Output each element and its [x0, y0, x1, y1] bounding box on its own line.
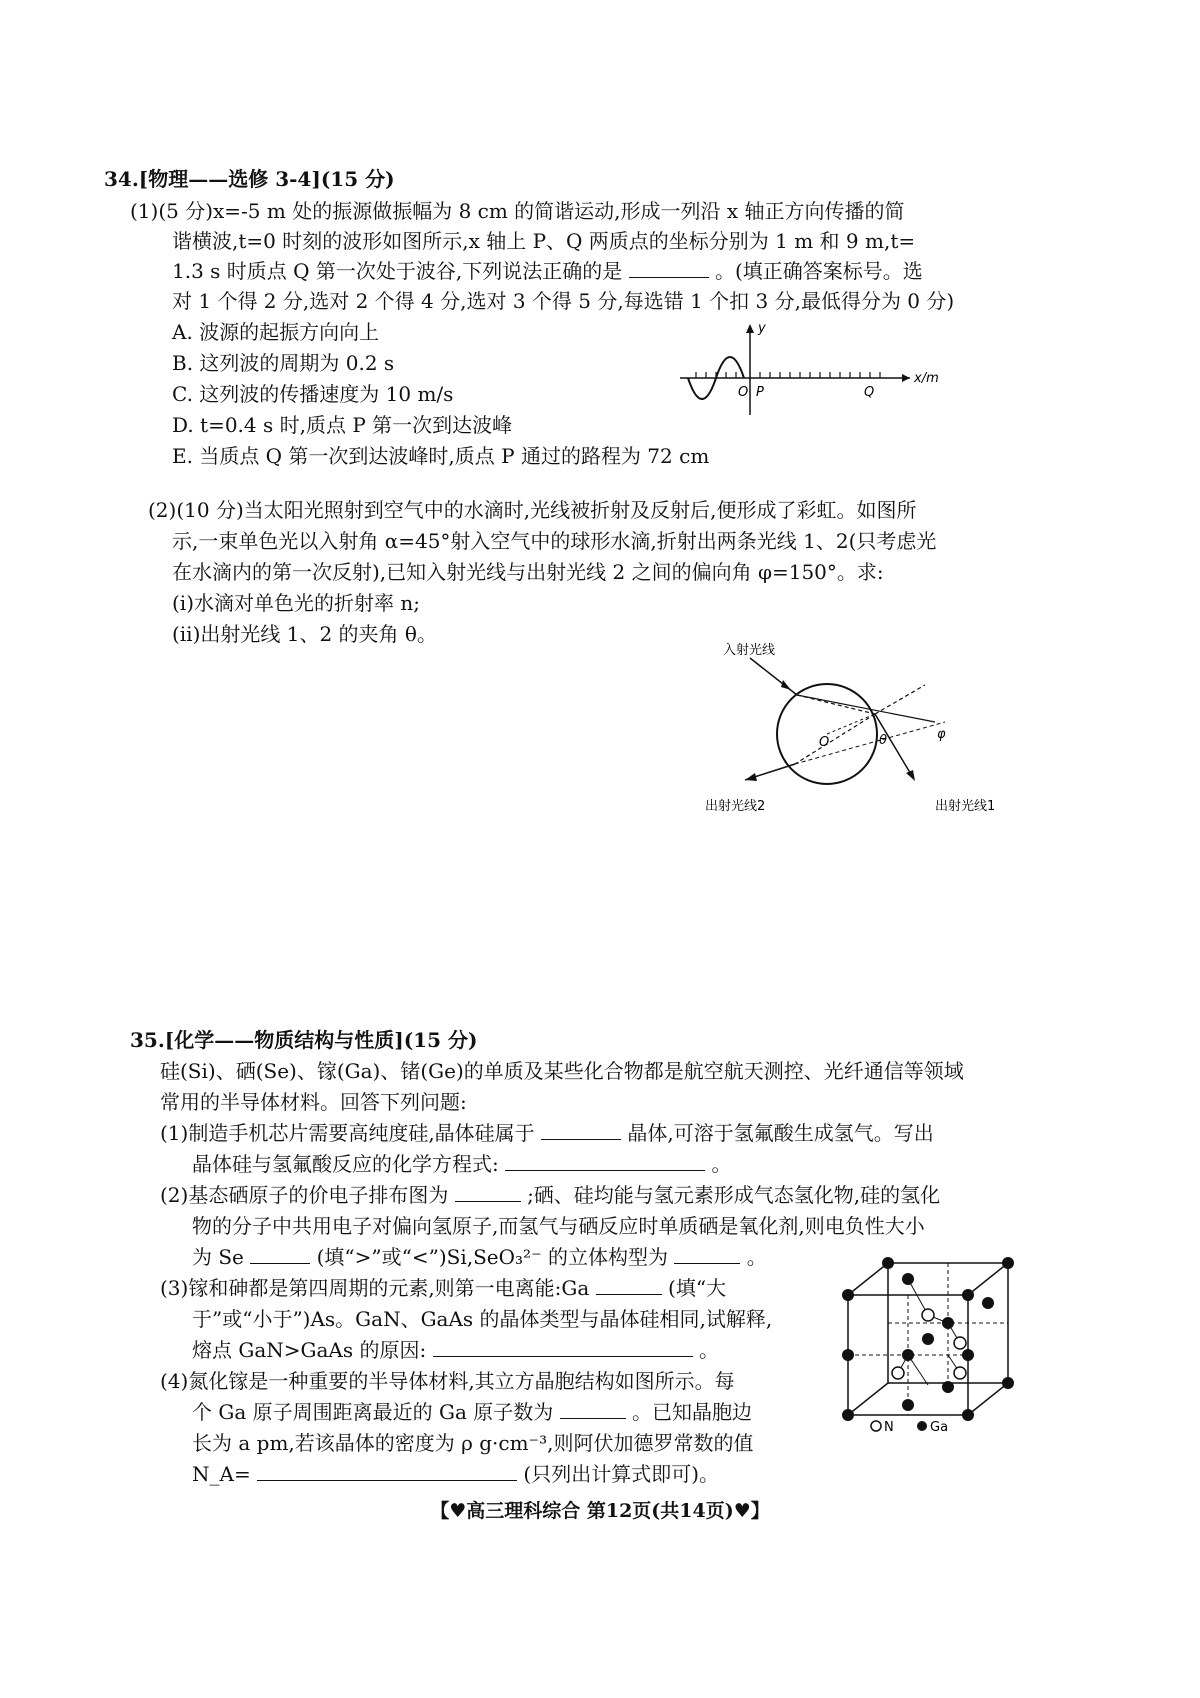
answer-blank[interactable]	[455, 1181, 521, 1202]
page-footer: 【♥高三理科综合 第12页(共14页)♥】	[430, 1500, 770, 1522]
q34-part2-line1: (2)(10 分)当太阳光照射到空气中的水滴时,光线被折射及反射后,便形成了彩虹。如图所	[148, 498, 917, 522]
q34-part2-ii: (ⅱ)出射光线 1、2 的夹角 θ。	[172, 622, 437, 646]
q35-intro-line2: 常用的半导体材料。回答下列问题:	[160, 1090, 467, 1114]
q35-heading: 35.[化学——物质结构与性质](15 分)	[130, 1028, 478, 1052]
q35-p3a: (3)镓和砷都是第四周期的元素,则第一电离能:Ga	[160, 1276, 590, 1300]
q34-part1-line2: 谐横波,t=0 时刻的波形如图所示,x 轴上 P、Q 两质点的坐标分别为 1 m 和 9 m,t=	[172, 229, 916, 253]
option-e: E. 当质点 Q 第一次到达波峰时,质点 P 通过的路程为 72 cm	[172, 444, 710, 468]
answer-blank[interactable]	[629, 257, 709, 278]
q35-p2-line2: 物的分子中共用电子对偏向氢原子,而氢气与硒反应时单质硒是氧化剂,则电负性大小	[192, 1214, 925, 1238]
incident-ray-label: 入射光线	[723, 643, 776, 658]
q35-p3b: (填“大	[668, 1276, 727, 1300]
wave-diagram	[670, 320, 970, 420]
wave-y-label: y	[758, 321, 766, 336]
crystal-cell-diagram	[840, 1255, 1040, 1425]
option-b: B. 这列波的周期为 0.2 s	[172, 351, 395, 375]
q34-part1-line1: (1)(5 分)x=-5 m 处的振源做振幅为 8 cm 的简谐运动,形成一列沿 x 轴正方向传播的简	[130, 199, 905, 223]
q35-p4c: 。已知晶胞边	[631, 1400, 752, 1424]
answer-blank[interactable]	[433, 1336, 693, 1357]
q35-p4-line4	[192, 1460, 719, 1488]
legend-ga-label: Ga	[930, 1420, 949, 1435]
answer-blank[interactable]	[541, 1119, 621, 1140]
q35-p2e: (填“>”或“<”)Si,SeO₃²⁻ 的立体构型为	[316, 1245, 668, 1269]
q35-p3-line3	[192, 1336, 719, 1364]
answer-blank[interactable]	[250, 1243, 310, 1264]
option-c: C. 这列波的传播速度为 10 m/s	[172, 382, 454, 406]
q34-part1-line4: 对 1 个得 2 分,选对 2 个得 4 分,选对 3 个得 5 分,每选错 1 个扣 3 分,最低得分为 0 分)	[172, 289, 955, 313]
q35-p3-line2: 于”或“小于”)As。GaN、GaAs 的晶体类型与晶体硅相同,试解释,	[192, 1307, 773, 1331]
wave-x-label: x/m	[914, 371, 939, 386]
q35-p3e: 。	[698, 1338, 719, 1362]
q35-p4b: 个 Ga 原子周围距离最近的 Ga 原子数为	[192, 1400, 554, 1424]
q35-p2b: ;硒、硅均能与氢元素形成气态氢化物,硅的氢化	[527, 1183, 941, 1207]
theta-label: θ	[879, 733, 887, 748]
q35-p2f: 。	[746, 1245, 767, 1269]
answer-blank[interactable]	[257, 1460, 517, 1481]
q35-p1b: 晶体,可溶于氢氟酸生成氢气。写出	[627, 1121, 934, 1145]
q34-part1-line3	[172, 257, 923, 285]
center-o-label: O	[819, 735, 830, 750]
wave-figure	[670, 320, 970, 420]
q35-p2a: (2)基态硒原子的价电子排布图为	[160, 1183, 449, 1207]
crystal-figure	[840, 1255, 1040, 1425]
phi-label: φ	[937, 727, 946, 742]
q35-intro-line1: 硅(Si)、硒(Se)、镓(Ga)、锗(Ge)的单质及某些化合物都是航空航天测控、光纤通信等领域	[160, 1059, 964, 1083]
q35-p2-line3	[192, 1243, 767, 1271]
outgoing-ray-1-label: 出射光线1	[935, 799, 996, 814]
q35-p1c: 晶体硅与氢氟酸反应的化学方程式:	[192, 1152, 499, 1176]
option-a: A. 波源的起振方向向上	[172, 320, 380, 344]
q35-p1a: (1)制造手机芯片需要高纯度硅,晶体硅属于	[160, 1121, 535, 1145]
answer-blank[interactable]	[560, 1398, 626, 1419]
droplet-figure	[705, 640, 1030, 815]
q34-part1-line3a: 1.3 s 时质点 Q 第一次处于波谷,下列说法正确的是	[172, 259, 623, 283]
q35-p1-line2	[192, 1150, 731, 1178]
answer-blank[interactable]	[596, 1274, 662, 1295]
outgoing-ray-2-label: 出射光线2	[705, 799, 766, 814]
q35-p4f: (只列出计算式即可)。	[523, 1462, 720, 1486]
q35-p4-line2	[192, 1398, 752, 1426]
q35-p2-line1	[160, 1181, 940, 1209]
q34-part1-line3b: 。(填正确答案标号。选	[714, 259, 923, 283]
answer-blank[interactable]	[505, 1150, 705, 1171]
wave-o-label: O	[738, 385, 749, 400]
q34-part2-i: (ⅰ)水滴对单色光的折射率 n;	[172, 591, 420, 615]
crystal-legend	[868, 1416, 1008, 1436]
q34-part2-line2: 示,一束单色光以入射角 α=45°射入空气中的球形水滴,折射出两条光线 1、2(只考虑光	[172, 529, 937, 553]
legend-svg	[868, 1416, 1008, 1436]
q35-p4-line3: 长为 a pm,若该晶体的密度为 ρ g·cm⁻³,则阿伏加德罗常数的值	[192, 1431, 754, 1455]
q35-p2d: 为 Se	[192, 1245, 244, 1269]
q35-p4e: N_A=	[192, 1462, 251, 1486]
legend-n-label: N	[884, 1420, 894, 1435]
q35-p1d: 。	[711, 1152, 732, 1176]
q35-p4-line1: (4)氮化镓是一种重要的半导体材料,其立方晶胞结构如图所示。每	[160, 1369, 735, 1393]
wave-q-label: Q	[864, 385, 875, 400]
q34-part2-line3: 在水滴内的第一次反射),已知入射光线与出射光线 2 之间的偏向角 φ=150°。求:	[172, 560, 884, 584]
q34-heading: 34.[物理——选修 3-4](15 分)	[104, 167, 395, 191]
option-d: D. t=0.4 s 时,质点 P 第一次到达波峰	[172, 413, 513, 437]
q35-p3d: 熔点 GaN>GaAs 的原因:	[192, 1338, 427, 1362]
answer-blank[interactable]	[674, 1243, 740, 1264]
droplet-diagram	[705, 640, 1030, 815]
wave-p-label: P	[756, 385, 764, 400]
q35-p3-line1	[160, 1274, 726, 1302]
q35-p1-line1	[160, 1119, 934, 1147]
